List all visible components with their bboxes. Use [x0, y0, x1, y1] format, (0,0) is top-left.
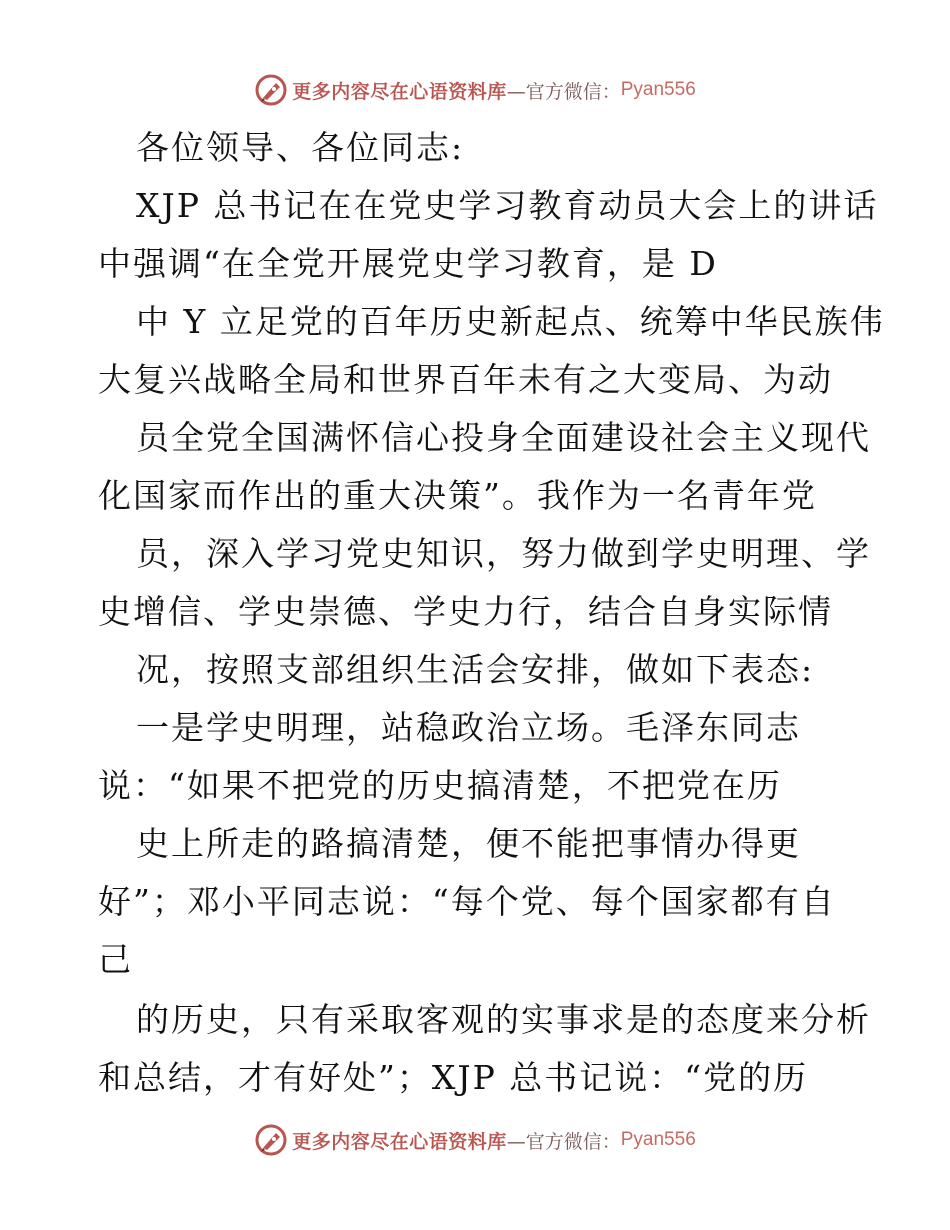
body-line: 员全党全国满怀信心投身全面建设社会主义现代 [136, 418, 871, 457]
pen-logo-icon [254, 1123, 288, 1157]
body-line: 中强调“在全党开展党史学习教育，是 D [98, 244, 718, 283]
body-line: 说：“如果不把党的历史搞清楚，不把党在历 [98, 766, 782, 805]
body-line: 和总结，才有好处”；XJP 总书记说：“党的历 [98, 1058, 809, 1097]
body-line: 史增信、学史崇德、学史力行，结合自身实际情 [98, 592, 833, 631]
watermark-account: Pyan556 [620, 79, 696, 100]
watermark-separator: —官方微信： [506, 80, 621, 103]
body-line: 的历史，只有采取客观的实事求是的态度来分析 [136, 1000, 871, 1039]
body-line: 化国家而作出的重大决策”。我作为一名青年党 [98, 476, 817, 515]
body-line: 大复兴战略全局和世界百年未有之大变局、为动 [98, 360, 833, 399]
body-line: XJP 总书记在在党史学习教育动员大会上的讲话 [136, 186, 879, 225]
watermark-account: Pyan556 [620, 1129, 696, 1150]
watermark-separator: —官方微信： [506, 1130, 621, 1153]
body-line: 员，深入学习党史知识，努力做到学史明理、学 [136, 534, 871, 573]
body-line: 况，按照支部组织生活会安排，做如下表态: [136, 650, 815, 689]
body-line: 中 Y 立足党的百年历史新起点、统筹中华民族伟 [136, 302, 885, 341]
body-line: 好”；邓小平同志说：“每个党、每个国家都有自 [98, 882, 836, 921]
body-line: 己 [98, 940, 133, 979]
body-line: 一是学史明理，站稳政治立场。毛泽东同志 [136, 708, 801, 747]
body-line: 史上所走的路搞清楚，便不能把事情办得更 [136, 824, 801, 863]
watermark-main-text: 更多内容尽在心语资料库 [292, 80, 507, 103]
body-line: 各位领导、各位同志: [136, 128, 465, 167]
watermark-footer [0, 1120, 950, 1160]
watermark-main-text: 更多内容尽在心语资料库 [292, 1130, 507, 1153]
